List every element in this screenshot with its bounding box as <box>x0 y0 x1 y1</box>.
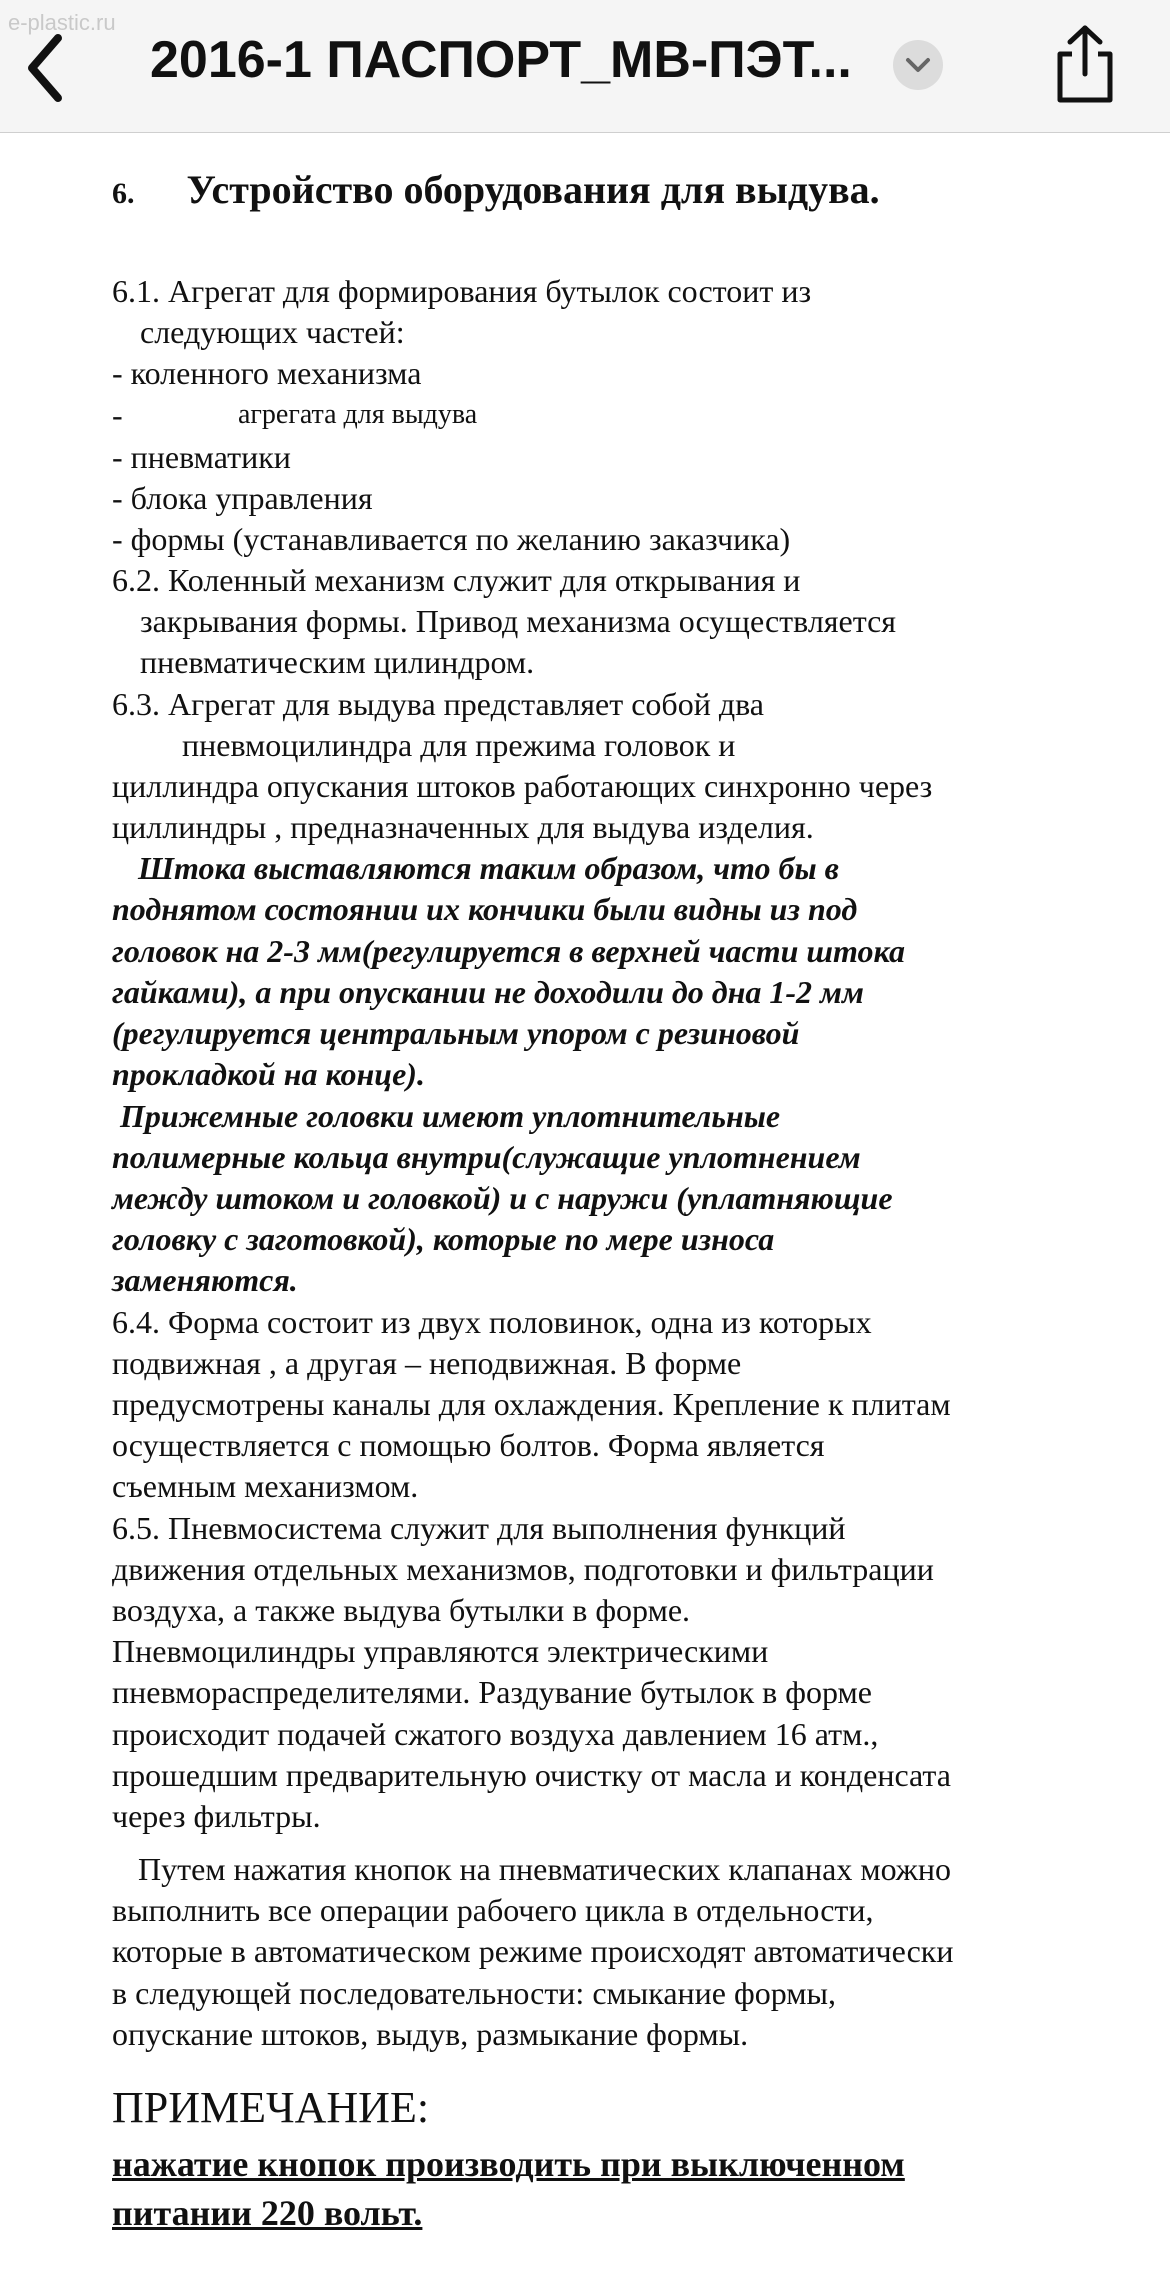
text-line: следующих частей: <box>140 314 405 350</box>
text-line: агрегата для выдува <box>238 399 478 430</box>
text-line: 6.2. Коленный механизм служит для открывания и <box>112 562 801 598</box>
title-menu-button[interactable] <box>893 40 943 90</box>
text-line: пневмораспределителями. Раздувание бутылок в форме <box>112 1674 872 1710</box>
text-line: поднятом состоянии их кончики были видны из под <box>112 891 858 927</box>
text-line: головок на 2-3 мм(регулируется в верхней части штока <box>112 933 905 969</box>
text-line: которые в автоматическом режиме происходят автоматически <box>112 1933 954 1969</box>
section-title: Устройство оборудования для выдува. <box>186 167 880 212</box>
text-line: 6.1. Агрегат для формирования бутылок состоит из <box>112 273 812 309</box>
text-line: пневматическим цилиндром. <box>140 644 535 680</box>
text-line: в следующей последовательности: смыкание формы, <box>112 1975 836 2011</box>
text-line: прокладкой на конце). <box>112 1056 425 1092</box>
text-line: заменяются. <box>112 1262 298 1298</box>
text-line: происходит подачей сжатого воздуха давлением 16 атм., <box>112 1716 879 1752</box>
text-line: опускание штоков, выдув, размыкание формы. <box>112 2016 749 2052</box>
text-line: между штоком и головкой) и с наружи (уплатняющие <box>112 1180 893 1216</box>
note-line: нажатие кнопок производить при выключенном <box>112 2144 905 2184</box>
chevron-down-icon <box>893 40 943 90</box>
text-line: - коленного механизма <box>112 355 422 391</box>
section-heading <box>112 166 880 213</box>
text-line: - пневматики <box>112 439 291 475</box>
text-line: движения отдельных механизмов, подготовки и фильтрации <box>112 1551 934 1587</box>
note-line: питании 220 вольт. <box>112 2193 423 2233</box>
back-chevron-icon[interactable] <box>18 28 78 108</box>
text-line: прошедшим предварительную очистку от масла и конденсата <box>112 1757 951 1793</box>
document-title[interactable]: 2016-1 ПАСПОРТ_МВ-ПЭТ... <box>150 31 852 89</box>
text-line: Штока выставляются таким образом, что бы в <box>138 850 839 886</box>
note-title: ПРИМЕЧАНИЕ: <box>112 2083 430 2132</box>
text-line: Прижемные головки имеют уплотнительные <box>120 1098 781 1134</box>
navigation-bar <box>0 0 1170 133</box>
text-line: через фильтры. <box>112 1798 321 1834</box>
text-line: Путем нажатия кнопок на пневматических клапанах можно <box>138 1851 951 1887</box>
text-line: воздуха, а также выдува бутылки в форме. <box>112 1592 691 1628</box>
text-line: циллиндры , предназначенных для выдува изделия. <box>112 809 814 845</box>
text-line: пневмоцилиндра для прежима головок и <box>182 727 736 763</box>
text-line: предусмотрены каналы для охлаждения. Крепление к плитам <box>112 1386 951 1422</box>
text-line: 6.4. Форма состоит из двух половинок, одна из которых <box>112 1304 872 1340</box>
text-line: выполнить все операции рабочего цикла в отдельности, <box>112 1892 874 1928</box>
text-line: осуществляется с помощью болтов. Форма является <box>112 1427 825 1463</box>
text-line: съемным механизмом. <box>112 1468 419 1504</box>
text-line: - блока управления <box>112 480 373 516</box>
text-line: (регулируется центральным упором с резиновой <box>112 1015 800 1051</box>
text-line: Пневмоцилиндры управляются электрическими <box>112 1633 769 1669</box>
text-line: циллиндра опускания штоков работающих синхронно через <box>112 768 933 804</box>
text-line: закрывания формы. Привод механизма осуществляется <box>140 603 896 639</box>
text-line: гайками), а при опускании не доходили до дна 1-2 мм <box>112 974 864 1010</box>
share-icon[interactable] <box>1050 22 1120 106</box>
text-line: - <box>112 397 123 433</box>
text-line: - формы (устанавливается по желанию заказчика) <box>112 521 791 557</box>
watermark: e-plastic.ru <box>8 10 116 35</box>
section-number: 6. <box>112 177 135 210</box>
text-line: подвижная , а другая – неподвижная. В форме <box>112 1345 742 1381</box>
text-line: 6.5. Пневмосистема служит для выполнения функций <box>112 1510 846 1546</box>
text-line: полимерные кольца внутри(служащие уплотнением <box>112 1139 861 1175</box>
text-line: головку с заготовкой), которые по мере износа <box>112 1221 775 1257</box>
text-line: 6.3. Агрегат для выдува представляет собой два <box>112 686 764 722</box>
